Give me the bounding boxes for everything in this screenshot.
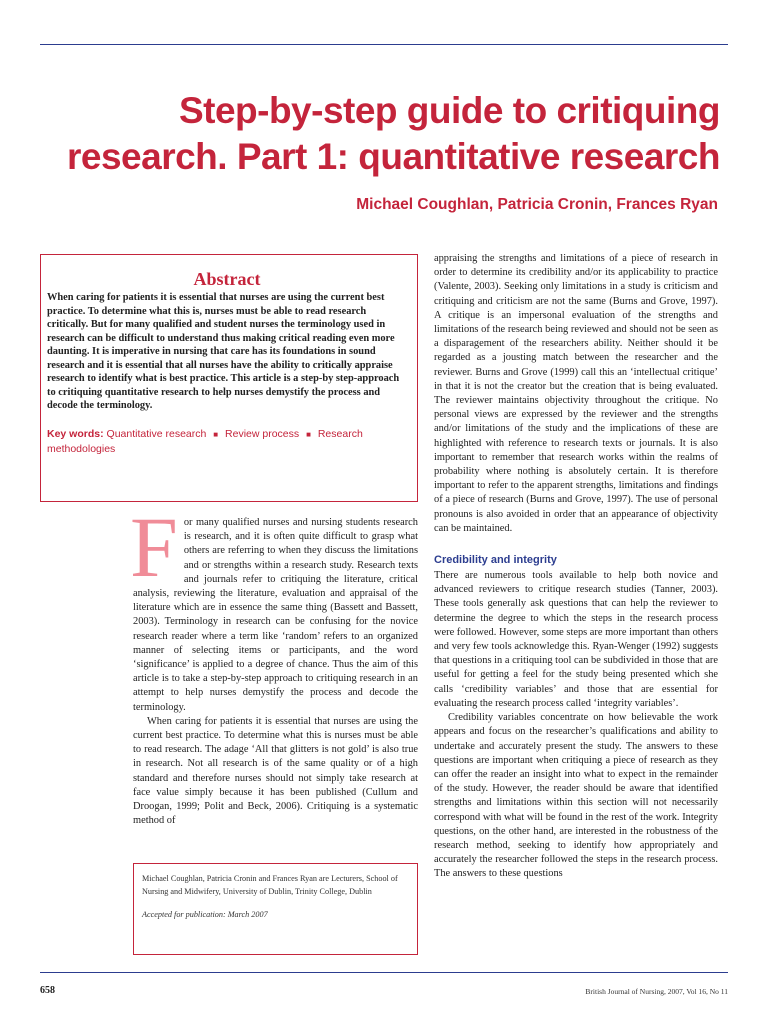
bottom-rule bbox=[40, 972, 728, 973]
affiliation-text: Michael Coughlan, Patricia Cronin and Frances Ryan are Lecturers, School of Nursing and Midwifery, University of Dublin, Trinity College, Dublin bbox=[142, 874, 398, 896]
abstract-text: When caring for patients it is essential that nurses are using the current best practice. To determine what this is, nurses must be able to read research critically. But for many qualified and student nurses the terminology used in research can be difficult to understand thus making critical reading even more daunting. It is imperative in nursing that care has its foundations in sound research and it is essential that all nurses have the ability to critically appraise research to identify what is best practice. This article is a step-by step-approach to critiquing quantitative research to help nurses demystify the process and decode the terminology. bbox=[47, 292, 400, 411]
author-affiliation-box bbox=[133, 863, 418, 955]
keyword-item: Review process bbox=[225, 427, 300, 440]
keywords bbox=[47, 427, 407, 457]
body-column-right bbox=[434, 252, 718, 882]
journal-citation: British Journal of Nursing, 2007, Vol 16, No 11 bbox=[585, 987, 728, 996]
abstract-heading: Abstract bbox=[193, 269, 261, 289]
paragraph-text: or many qualified nurses and nursing students research is research, and it is often quite difficult to grasp what others are referring to when they discuss the limitations and or strengths within a research study. Research texts and journals refer to critiquing the literature, critical analysis, reviewing the literature, evaluation and appraisal of the literature which are in essence the same thing (Bassett and Bassett, 2003). Terminology in research can be confusing for the novice research reader where a term like ‘random’ refers to an organized manner of selecting items or participants, and the word ‘significance’ is applied to a degree of chance. Thus the aim of this article is to take a step-by-step approach to critiquing research in an attempt to help nurses demystify the process and decode the terminology. bbox=[133, 517, 418, 713]
keyword-separator-icon: ■ bbox=[306, 429, 311, 439]
keyword-item: Quantitative research bbox=[106, 427, 207, 440]
page-number: 658 bbox=[40, 985, 55, 996]
drop-cap: F bbox=[130, 499, 178, 595]
keyword-separator-icon: ■ bbox=[213, 429, 219, 439]
body-paragraph: appraising the strengths and limitations of a piece of research in order to determine its credibility and/or its applicability to practice (Valente, 2003). Seeking only limitations in a study is criticism and critiquing and criticism are not the same (Burns and Grove, 1997). A critique is an impersonal evaluation of the strengths and limitations of the research being reviewed and should not be seen as a disparagement of the researchers ability. Neither should it be regarded as a jousting match between the researcher and the reviewer. Burns and Grove (1999) call this an ‘intellectual critique’ in that it is not the creator but the creation that is being evaluated. The reviewer maintains objectivity throughout the critique. No personal views are expressed by the reviewer and the strengths and/or limitations of the study and the implications of these are highlighted with reference to research texts or journals. It is also important to remember that research works within the realms of probability where nothing is absolutely certain. It is therefore important to refer to the apparent strengths, limitations and findings of a piece of research (Burns and Grove, 1997). The use of personal pronouns is also avoided in order that an appearance of objectivity can be maintained. bbox=[434, 253, 718, 534]
title-line-1: Step-by-step guide to critiquing bbox=[178, 90, 720, 131]
body-paragraph: When caring for patients it is essential that nurses are using the current best practice. To determine what this is nurses must be able to read research. The adage ‘All that glitters is not gold’ is also true in research. Not all research is of the same quality or of a high standard and therefore nurses should not simply take research at face value simply because it has been published (Cullum and Droogan, 1999; Polit and Beck, 2006). Critiquing is a systematic method of bbox=[133, 715, 418, 827]
keywords-label: Key words: bbox=[47, 427, 104, 440]
body-paragraph: Credibility variables concentrate on how believable the work appears and focus on the researcher’s qualifications and ability to undertake and accurately present the study. The answers to these questions are important when critiquing a piece of research as they can offer the reader an insight into what to expect in the remainder of the study. However, the reader should be aware that identified strengths and limitations within this section will not necessarily correspond with what will be found in the rest of the work. Integrity questions, on the other hand, are interested in the robustness of the research method, seeking to identify how appropriately and accurately the researcher followed the steps in the research process. The answers to these questions bbox=[434, 712, 718, 880]
top-rule bbox=[40, 44, 728, 45]
article-title bbox=[20, 88, 720, 180]
body-column-left bbox=[130, 499, 418, 828]
article-authors: Michael Coughlan, Patricia Cronin, Frances Ryan bbox=[356, 196, 718, 213]
accepted-date: Accepted for publication: March 2007 bbox=[142, 910, 268, 919]
abstract-box bbox=[40, 254, 418, 502]
body-paragraph bbox=[130, 499, 418, 715]
keyword-item: Research methodologies bbox=[47, 427, 363, 455]
body-paragraph: There are numerous tools available to help both novice and advanced reviewers to critique research studies (Tanner, 2003). These tools generally ask questions that can help the reviewer to determine the degree to which the steps in the research process were followed. However, some steps are more important than others and very few tools acknowledge this. Ryan-Wenger (1992) suggests that questions in a critiquing tool can be subdivided in those that are useful for getting a feel for the study being presented which she calls ‘credibility variables’ and those that are essential for evaluating the research process called ‘integrity variables’. bbox=[434, 570, 718, 709]
title-line-2: research. Part 1: quantitative research bbox=[67, 136, 720, 177]
section-heading: Credibility and integrity bbox=[434, 554, 557, 567]
